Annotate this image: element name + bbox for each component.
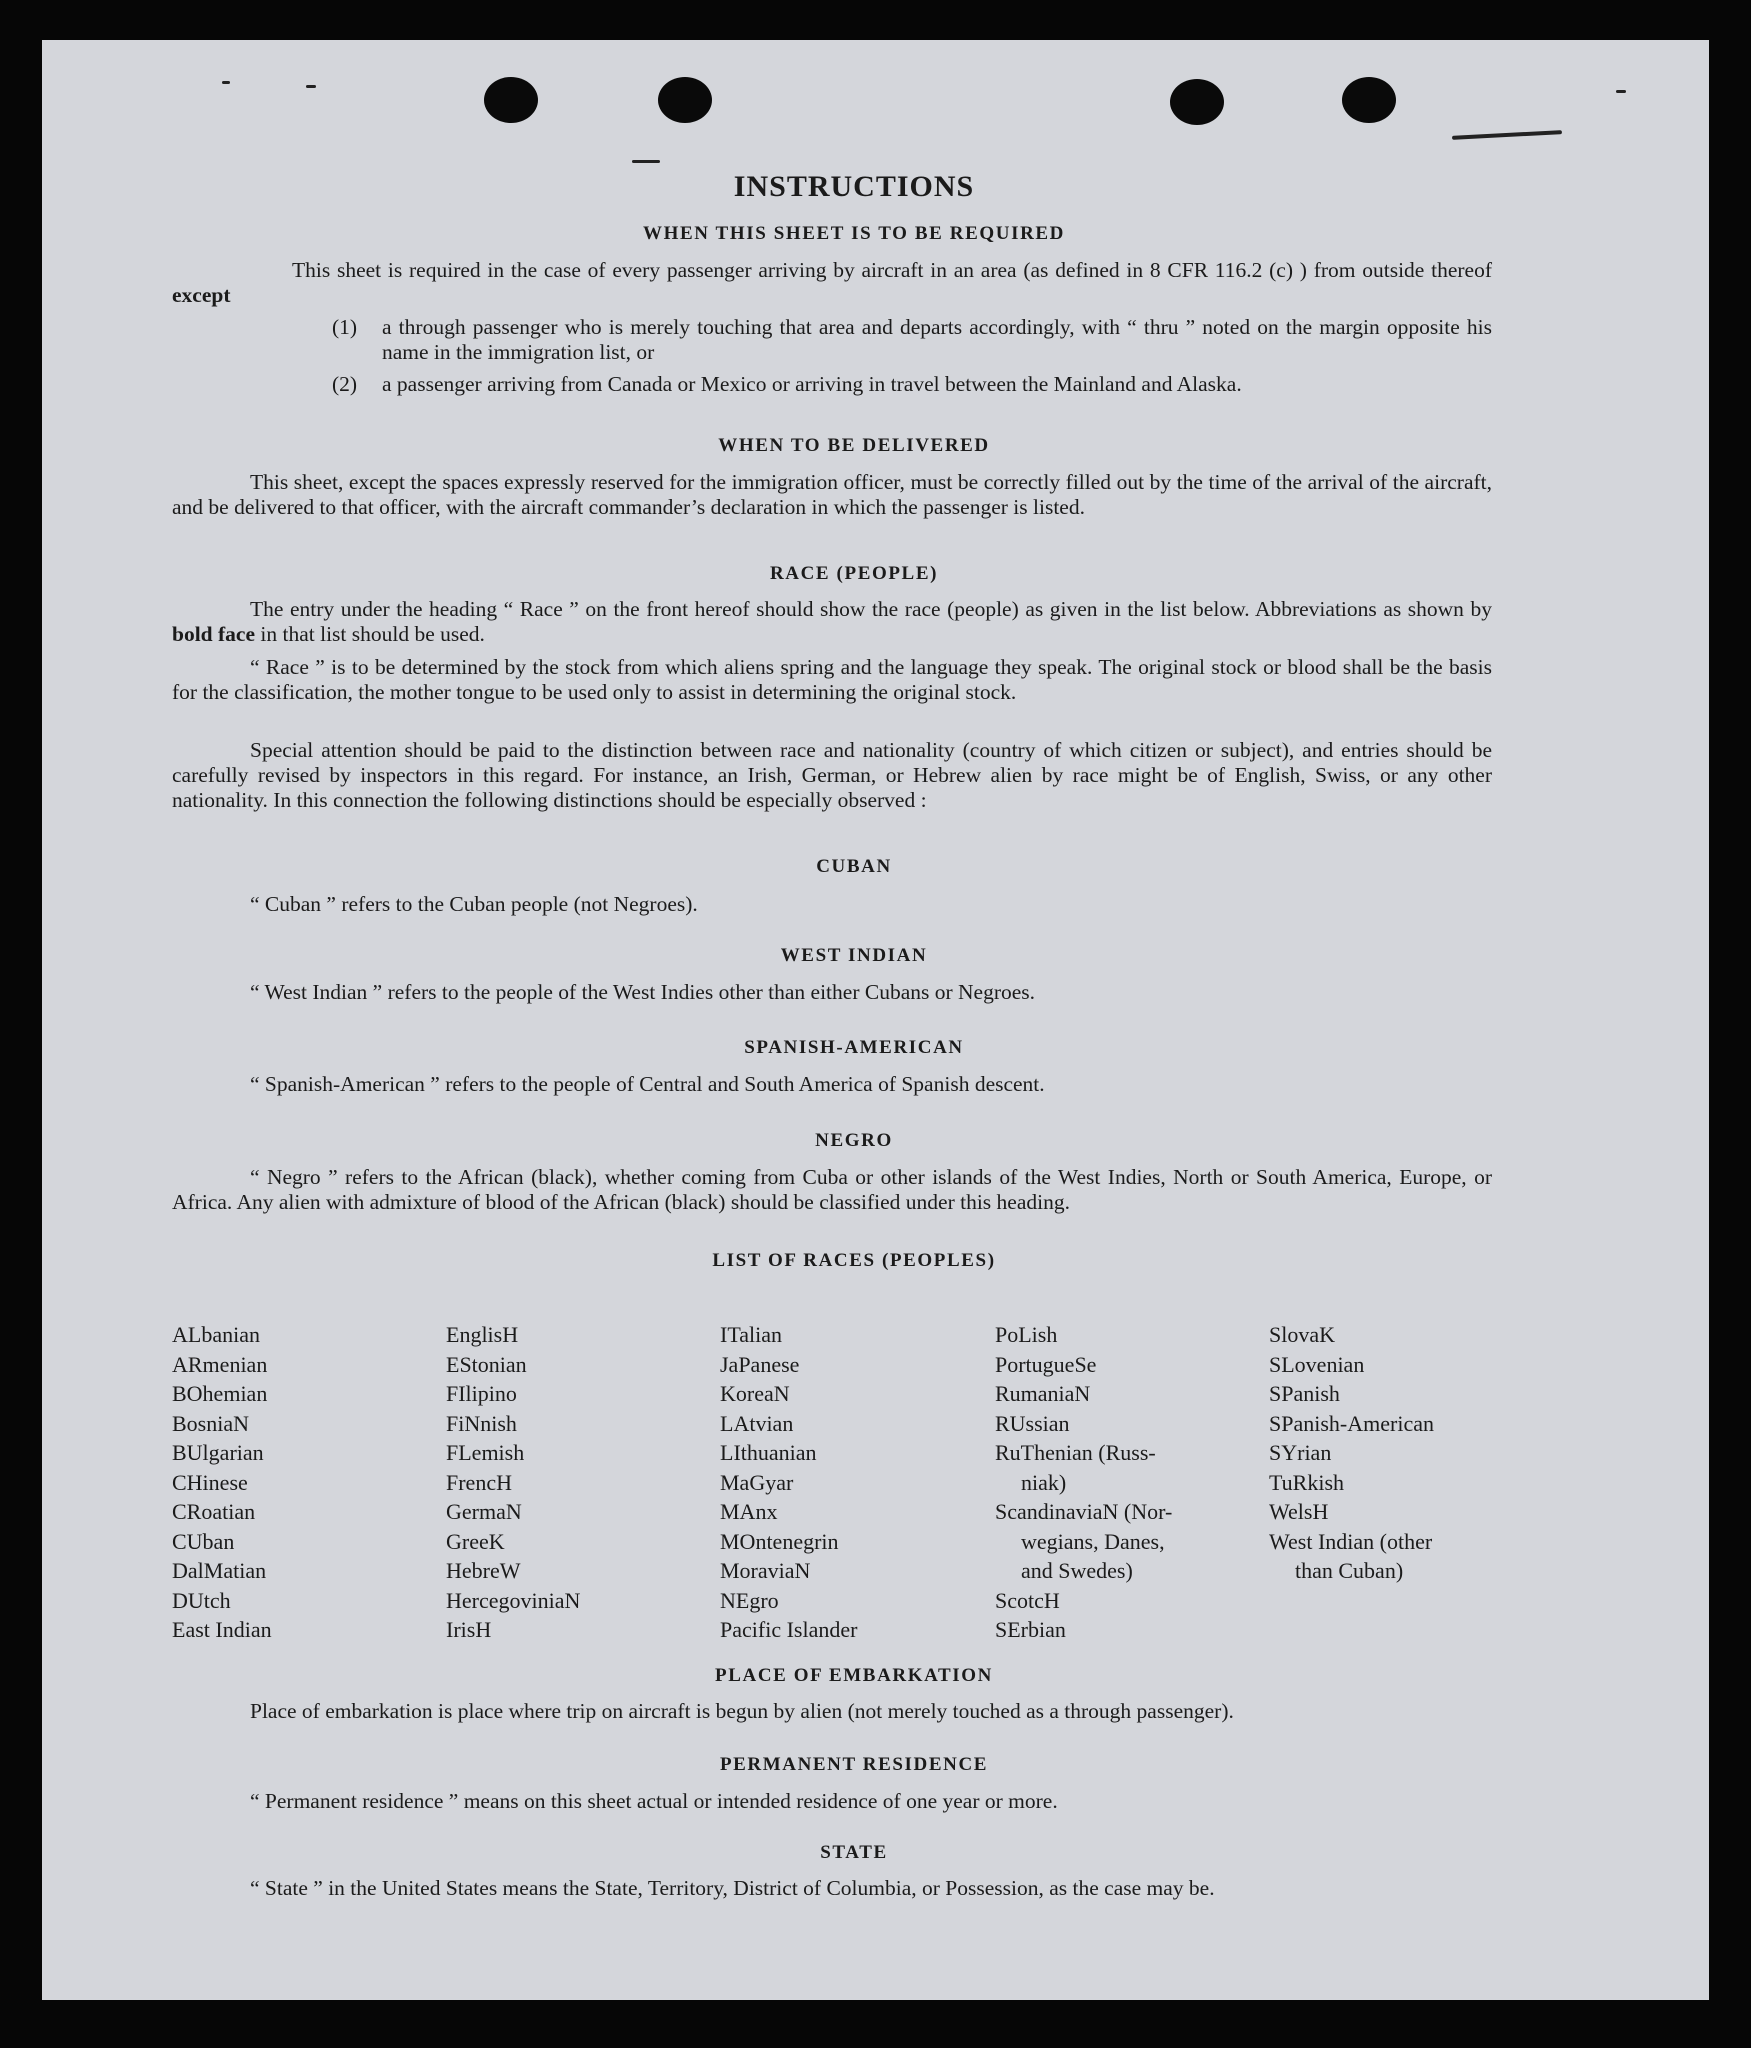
race-entry: WelsH xyxy=(1269,1499,1329,1524)
paragraph: “ Permanent residence ” means on this sheet actual or intended residence of one year or more. xyxy=(250,1789,1058,1813)
punch-hole xyxy=(484,77,538,123)
race-entry: JaPanese xyxy=(720,1351,800,1377)
section-heading: NEGRO xyxy=(815,1130,893,1151)
race-entry: GreeK xyxy=(446,1528,505,1554)
race-entry: TuRkish xyxy=(1269,1469,1345,1495)
race-entry: Pacific Islander xyxy=(720,1617,858,1642)
race-entry: PortugueSe xyxy=(995,1351,1097,1377)
race-entry: ScandinaviaN (Nor- xyxy=(995,1499,1173,1524)
exception-item: (1) a through passenger who is merely touching that area and departs accordingly, with “ thru ” noted on the margin opposite his name in the immigration list, or xyxy=(332,315,1492,364)
section-heading: SPANISH-AMERICAN xyxy=(744,1037,964,1058)
exception-item: (2) a passenger arriving from Canada or Mexico or arriving in travel between the Mainland and Alaska. xyxy=(332,372,1242,396)
race-column xyxy=(1269,1320,1434,1586)
section-heading: RACE (PEOPLE) xyxy=(769,563,939,584)
race-entry: CRoatian xyxy=(172,1499,256,1524)
race-column xyxy=(995,1320,1172,1645)
race-entry: ALbanian xyxy=(172,1322,260,1347)
race-entry: RUssian xyxy=(995,1410,1070,1436)
race-entry: DalMatian xyxy=(172,1558,267,1583)
paragraph: Special attention should be paid to the distinction between race and nationality (country of which citizen or subject), and entries should be carefully revised by inspectors in this regard. For instance, an Irish, German, or Hebrew alien by race might be of English, Swiss, or any other nationality. In this connection the following distinctions should be especially observed : xyxy=(172,738,1492,812)
race-entry: RumaniaN xyxy=(995,1381,1091,1406)
paragraph: Place of embarkation is place where trip on aircraft is begun by alien (not merely touched as a through passenger). xyxy=(250,1699,1234,1723)
race-entry: EnglisH xyxy=(446,1322,519,1347)
race-entry: MOntenegrin xyxy=(720,1528,839,1554)
paragraph: This sheet, except the spaces expressly reserved for the immigration officer, must be correctly filled out by the time of the arrival of the aircraft, and be delivered to that officer, with the aircraft commander’s declaration in which the passenger is listed. xyxy=(172,470,1492,519)
race-entry: SLovenian xyxy=(1269,1351,1365,1377)
punch-hole xyxy=(1170,79,1224,125)
race-entry: BUlgarian xyxy=(172,1440,264,1465)
paragraph: “ Negro ” refers to the African (black), whether coming from Cuba or other islands of the West Indies, North or South America, Europe, or Africa. Any alien with admixture of blood of the African (black) should be classified under this heading. xyxy=(172,1165,1492,1214)
race-entry: FIlipino xyxy=(446,1381,517,1406)
race-entry: MAnx xyxy=(720,1499,778,1524)
race-entry: CUban xyxy=(172,1528,235,1554)
race-entry: FLemish xyxy=(446,1440,525,1465)
paragraph: This sheet is required in the case of every passenger arriving by aircraft in an area (as defined in 8 CFR 116.2 (c) ) from outside thereof except xyxy=(172,258,1492,307)
race-entry: SErbian xyxy=(995,1617,1066,1642)
race-entry: ScotcH xyxy=(995,1587,1060,1613)
section-heading: LIST OF RACES (PEOPLES) xyxy=(712,1250,996,1271)
race-entry: SPanish-American xyxy=(1269,1410,1434,1436)
race-entry: wegians, Danes, xyxy=(1021,1528,1165,1554)
section-heading: STATE xyxy=(820,1842,888,1863)
punch-hole xyxy=(1342,77,1396,123)
race-entry: DUtch xyxy=(172,1587,231,1613)
section-heading: PLACE OF EMBARKATION xyxy=(715,1665,993,1686)
race-entry: LAtvian xyxy=(720,1410,794,1436)
paragraph: “ Cuban ” refers to the Cuban people (not Negroes). xyxy=(250,892,698,916)
race-entry: LIthuanian xyxy=(720,1440,817,1465)
paragraph: “ Race ” is to be determined by the stock from which aliens spring and the language they speak. The original stock or blood shall be the basis for the classification, the mother tongue to be used only to assist in determining the original stock. xyxy=(172,655,1492,704)
race-entry: MoraviaN xyxy=(720,1558,811,1583)
scan-mark xyxy=(222,81,230,84)
race-entry: East Indian xyxy=(172,1617,272,1642)
paragraph: The entry under the heading “ Race ” on the front hereof should show the race (people) as given in the list below. Abbreviations as shown by bold face in that list should be used. xyxy=(172,597,1492,646)
page-title: INSTRUCTIONS xyxy=(733,170,975,203)
punch-hole xyxy=(658,77,712,123)
section-heading: CUBAN xyxy=(816,856,892,877)
race-entry: IrisH xyxy=(446,1617,492,1642)
race-entry: BOhemian xyxy=(172,1381,268,1406)
race-entry: NEgro xyxy=(720,1587,779,1613)
race-entry: FrencH xyxy=(446,1469,512,1495)
race-entry: SYrian xyxy=(1269,1440,1332,1465)
race-entry: MaGyar xyxy=(720,1469,794,1495)
scan-mark xyxy=(1616,90,1626,93)
race-entry: West Indian (other xyxy=(1269,1528,1433,1554)
race-entry: EStonian xyxy=(446,1351,527,1377)
race-entry: KoreaN xyxy=(720,1381,790,1406)
section-heading: WEST INDIAN xyxy=(780,945,928,966)
race-column xyxy=(172,1320,272,1645)
race-column xyxy=(446,1320,580,1645)
race-entry: and Swedes) xyxy=(1021,1558,1133,1583)
paragraph: “ State ” in the United States means the State, Territory, District of Columbia, or Possession, as the case may be. xyxy=(250,1876,1215,1900)
race-entry: HercegoviniaN xyxy=(446,1587,581,1613)
section-heading: WHEN TO BE DELIVERED xyxy=(718,435,990,456)
race-column xyxy=(720,1320,857,1645)
section-heading: WHEN THIS SHEET IS TO BE REQUIRED xyxy=(642,223,1066,244)
scan-mark xyxy=(632,160,660,163)
race-entry: niak) xyxy=(1021,1469,1067,1495)
race-entry: FiNnish xyxy=(446,1410,517,1436)
section-heading: PERMANENT RESIDENCE xyxy=(719,1754,989,1775)
race-entry: ITalian xyxy=(720,1322,782,1347)
race-entry: PoLish xyxy=(995,1322,1058,1347)
race-entry: ARmenian xyxy=(172,1351,268,1377)
race-entry: GermaN xyxy=(446,1499,522,1524)
race-entry: HebreW xyxy=(446,1558,521,1583)
scan-mark xyxy=(306,85,316,88)
race-entry: than Cuban) xyxy=(1295,1558,1404,1583)
race-entry: RuThenian (Russ- xyxy=(995,1440,1156,1465)
paragraph: “ West Indian ” refers to the people of the West Indies other than either Cubans or Negroes. xyxy=(250,980,1036,1004)
paragraph: “ Spanish-American ” refers to the people of Central and South America of Spanish descent. xyxy=(250,1072,1045,1096)
race-entry: BosniaN xyxy=(172,1410,249,1436)
race-entry: CHinese xyxy=(172,1469,248,1495)
race-entry: SlovaK xyxy=(1269,1322,1335,1347)
race-entry: SPanish xyxy=(1269,1381,1340,1406)
scan-mark xyxy=(1452,130,1562,140)
